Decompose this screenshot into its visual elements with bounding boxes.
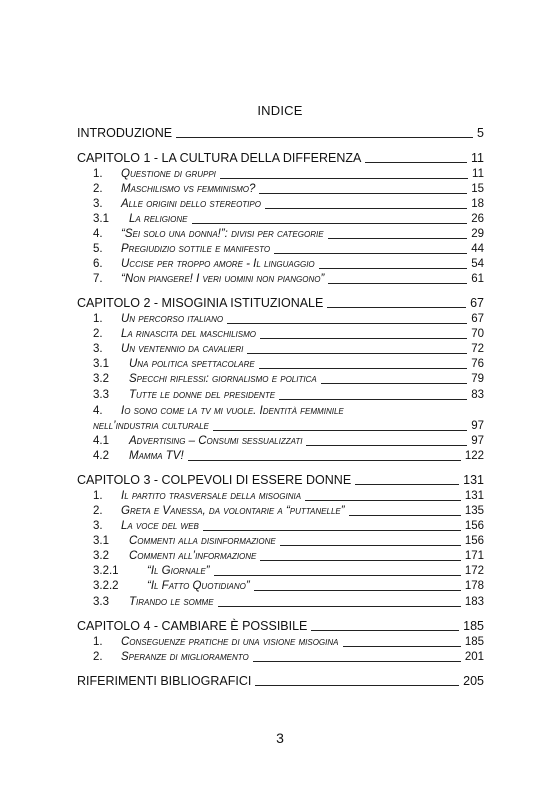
toc-entry-number: 3.3	[93, 596, 109, 608]
dotted-leader	[274, 253, 467, 254]
toc-entry[interactable]	[77, 371, 484, 386]
toc-entry-label: Una politica spettacolare	[129, 358, 255, 370]
toc-entry-number: 4.	[93, 405, 103, 417]
dotted-leader	[255, 685, 459, 686]
toc-entry[interactable]	[77, 226, 484, 241]
toc-entry-page: 79	[471, 373, 484, 385]
toc-entry-number: 7.	[93, 273, 103, 285]
toc-entry-number: 2.	[93, 328, 103, 340]
toc-entry-page: 18	[471, 198, 484, 210]
toc-entry-page: 185	[464, 636, 484, 648]
toc-entry-page: 131	[463, 473, 484, 487]
toc-chapter[interactable]	[77, 295, 484, 310]
dotted-leader	[328, 283, 467, 284]
dotted-leader	[203, 530, 461, 531]
dotted-leader	[265, 208, 467, 209]
toc-entry-number: 5.	[93, 243, 103, 255]
dotted-leader	[305, 500, 461, 501]
toc-entry-number: 1.	[93, 313, 103, 325]
toc-entry-number: 3.1	[93, 535, 109, 547]
toc-entry-page: 172	[464, 565, 484, 577]
toc-entry-label: “Il Fatto Quotidiano”	[147, 580, 250, 592]
toc-entry-label: Uccise per troppo amore - Il linguaggio	[121, 258, 315, 270]
toc-entry-label: Mamma TV!	[129, 450, 184, 462]
toc-entry[interactable]	[77, 326, 484, 341]
toc-entry-label: Maschilismo vs femminismo?	[121, 183, 256, 195]
toc-entry[interactable]	[77, 563, 484, 578]
toc-entry[interactable]	[77, 356, 484, 371]
toc-entry[interactable]	[77, 548, 484, 563]
toc-entry[interactable]	[77, 166, 484, 181]
toc-entry-page: 15	[471, 183, 484, 195]
toc-entry[interactable]	[77, 488, 484, 503]
dotted-leader	[279, 399, 467, 400]
toc-entry-number: 3.2	[93, 373, 109, 385]
toc-entry-label: Tirando le somme	[129, 596, 214, 608]
toc-entry[interactable]	[77, 503, 484, 518]
dotted-leader	[355, 484, 459, 485]
toc-entry	[77, 418, 484, 433]
dotted-leader	[213, 430, 467, 431]
dotted-leader	[349, 515, 461, 516]
toc-entry-page: 54	[471, 258, 484, 270]
toc-entry-number: 3.1	[93, 213, 109, 225]
page-number: 3	[276, 730, 284, 746]
toc-entry-page: 97	[471, 420, 484, 432]
toc-entry-label: Un percorso italiano	[121, 313, 224, 325]
toc-entry[interactable]	[77, 196, 484, 211]
toc-entry[interactable]	[77, 433, 484, 448]
toc-entry-page: 61	[471, 273, 484, 285]
toc-entry-label: La rinascita del maschilismo	[121, 328, 256, 340]
toc-chapter[interactable]	[77, 150, 484, 165]
toc-entry[interactable]	[77, 533, 484, 548]
toc-entry-label: Commenti all’informazione	[129, 550, 257, 562]
dotted-leader	[254, 590, 461, 591]
toc-entry-page: 29	[471, 228, 484, 240]
toc-entry-page: 205	[463, 674, 484, 688]
toc-entry-label: RIFERIMENTI BIBLIOGRAFICI	[77, 674, 252, 688]
toc-entry-page: 26	[471, 213, 484, 225]
dotted-leader	[220, 178, 468, 179]
toc-entry-number: 3.	[93, 198, 103, 210]
toc-entry-label: Conseguenze pratiche di una visione misogina	[121, 636, 339, 648]
toc-entry-page: 156	[464, 535, 484, 547]
toc-entry-label: Questione di gruppi	[121, 168, 216, 180]
toc-entry-label: Alle origini dello stereotipo	[121, 198, 261, 210]
toc-entry-label: “Non piangere! I veri uomini non piangono”	[121, 273, 325, 285]
toc-entry-number: 3.	[93, 520, 103, 532]
toc-entry-label: Advertising – Consumi sessualizzati	[129, 435, 303, 447]
toc-entry-label: “Il Giornale”	[147, 565, 210, 577]
dotted-leader	[260, 338, 467, 339]
toc-entry-page: 131	[464, 490, 484, 502]
toc-entry-page: 97	[471, 435, 484, 447]
dotted-leader	[319, 268, 468, 269]
toc-entry-number: 3.	[93, 343, 103, 355]
dotted-leader	[260, 560, 460, 561]
toc-entry-number: 1.	[93, 490, 103, 502]
toc-entry-label: Un ventennio da cavalieri	[121, 343, 244, 355]
toc-entry-page: 76	[471, 358, 484, 370]
toc-entry-number: 2.	[93, 651, 103, 663]
toc-entry-page: 11	[472, 168, 484, 180]
dotted-leader	[259, 368, 468, 369]
toc-entry[interactable]	[77, 594, 484, 609]
toc-entry-label: CAPITOLO 1 - LA CULTURA DELLA DIFFERENZA	[77, 151, 362, 165]
toc-entry-page: 70	[471, 328, 484, 340]
dotted-leader	[227, 323, 467, 324]
dotted-leader	[328, 238, 468, 239]
toc-entry-label: CAPITOLO 2 - MISOGINIA ISTITUZIONALE	[77, 296, 324, 310]
toc-entry-label: Pregiudizio sottile e manifesto	[121, 243, 271, 255]
toc-entry-number: 3.2.1	[93, 565, 119, 577]
dotted-leader	[327, 307, 466, 308]
toc-entry[interactable]	[77, 518, 484, 533]
toc-entry-number: 4.1	[93, 435, 109, 447]
toc-entry-number: 4.	[93, 228, 103, 240]
toc-entry-page: 135	[464, 505, 484, 517]
dotted-leader	[218, 606, 461, 607]
toc-entry[interactable]	[77, 448, 484, 463]
dotted-leader	[321, 383, 468, 384]
toc-entry-page: 183	[464, 596, 484, 608]
toc-entry-page: 11	[471, 151, 484, 165]
toc-chapter[interactable]	[77, 673, 484, 688]
toc-entry-label: Commenti alla disinformazione	[129, 535, 276, 547]
toc-entry-label: Io sono come la tv mi vuole. Identità femminile	[121, 405, 344, 417]
toc-entry-label: La religione	[129, 213, 188, 225]
toc-entry-page: 122	[464, 450, 484, 462]
toc-entry-label: La voce del web	[121, 520, 199, 532]
toc-entry[interactable]	[77, 403, 484, 418]
dotted-leader	[253, 661, 461, 662]
toc-entry-label: Il partito trasversale della misoginia	[121, 490, 302, 502]
toc-entry-page: 201	[464, 651, 484, 663]
toc-entry[interactable]	[77, 271, 484, 286]
toc-chapter[interactable]	[77, 125, 484, 140]
toc-entry-number: 3.2.2	[93, 580, 119, 592]
toc-entry[interactable]	[77, 311, 484, 326]
toc-entry-number: 1.	[93, 168, 103, 180]
toc-entry-page: 185	[463, 619, 484, 633]
toc-chapter[interactable]	[77, 618, 484, 633]
toc-entry-label: CAPITOLO 4 - CAMBIARE È POSSIBILE	[77, 619, 308, 633]
dotted-leader	[247, 353, 467, 354]
dotted-leader	[214, 575, 461, 576]
toc-entry-label: CAPITOLO 3 - COLPEVOLI DI ESSERE DONNE	[77, 473, 352, 487]
toc-entry[interactable]	[77, 341, 484, 356]
toc-entry[interactable]	[77, 211, 484, 226]
toc-entry-label: INTRODUZIONE	[77, 126, 173, 140]
dotted-leader	[280, 545, 461, 546]
dotted-leader	[192, 223, 468, 224]
dotted-leader	[259, 193, 467, 194]
toc-entry-label: Specchi riflessi: giornalismo e politica	[129, 373, 317, 385]
toc-entry-page: 67	[471, 313, 484, 325]
toc-entry-page: 5	[477, 126, 484, 140]
toc-entry-page: 83	[471, 389, 484, 401]
dotted-leader	[306, 445, 467, 446]
dotted-leader	[176, 137, 473, 138]
toc-entry[interactable]	[77, 578, 484, 593]
toc-entry-number: 3.3	[93, 389, 109, 401]
toc-entry-number: 2.	[93, 505, 103, 517]
toc-entry-label: Greta e Vanessa, da volontarie a “puttanelle”	[121, 505, 345, 517]
toc-entry-label: nell’industria culturale	[93, 420, 209, 432]
toc-entry[interactable]	[77, 181, 484, 196]
toc-entry[interactable]	[77, 649, 484, 664]
toc-entry-number: 3.1	[93, 358, 109, 370]
toc-entry-number: 6.	[93, 258, 103, 270]
index-heading: INDICE	[257, 103, 303, 118]
dotted-leader	[343, 646, 461, 647]
toc-entry-page: 171	[464, 550, 484, 562]
toc-entry-page: 72	[471, 343, 484, 355]
toc-entry-number: 2.	[93, 183, 103, 195]
toc-entry-label: Speranze di miglioramento	[121, 651, 249, 663]
dotted-leader	[188, 460, 461, 461]
toc-entry-number: 1.	[93, 636, 103, 648]
toc-entry-label: “Sei solo una donna!”: divisi per categorie	[121, 228, 324, 240]
toc-entry-number: 4.2	[93, 450, 109, 462]
toc-entry-page: 178	[464, 580, 484, 592]
toc-entry-page: 44	[471, 243, 484, 255]
toc-entry-label: Tutte le donne del presidente	[129, 389, 276, 401]
toc-entry[interactable]	[77, 241, 484, 256]
toc-entry[interactable]	[77, 256, 484, 271]
dotted-leader	[311, 630, 459, 631]
toc-entry[interactable]	[77, 387, 484, 402]
toc-entry[interactable]	[77, 634, 484, 649]
toc-entry-page: 67	[470, 296, 484, 310]
toc-entry-number: 3.2	[93, 550, 109, 562]
toc-chapter[interactable]	[77, 472, 484, 487]
dotted-leader	[365, 162, 467, 163]
toc-entry-page: 156	[464, 520, 484, 532]
